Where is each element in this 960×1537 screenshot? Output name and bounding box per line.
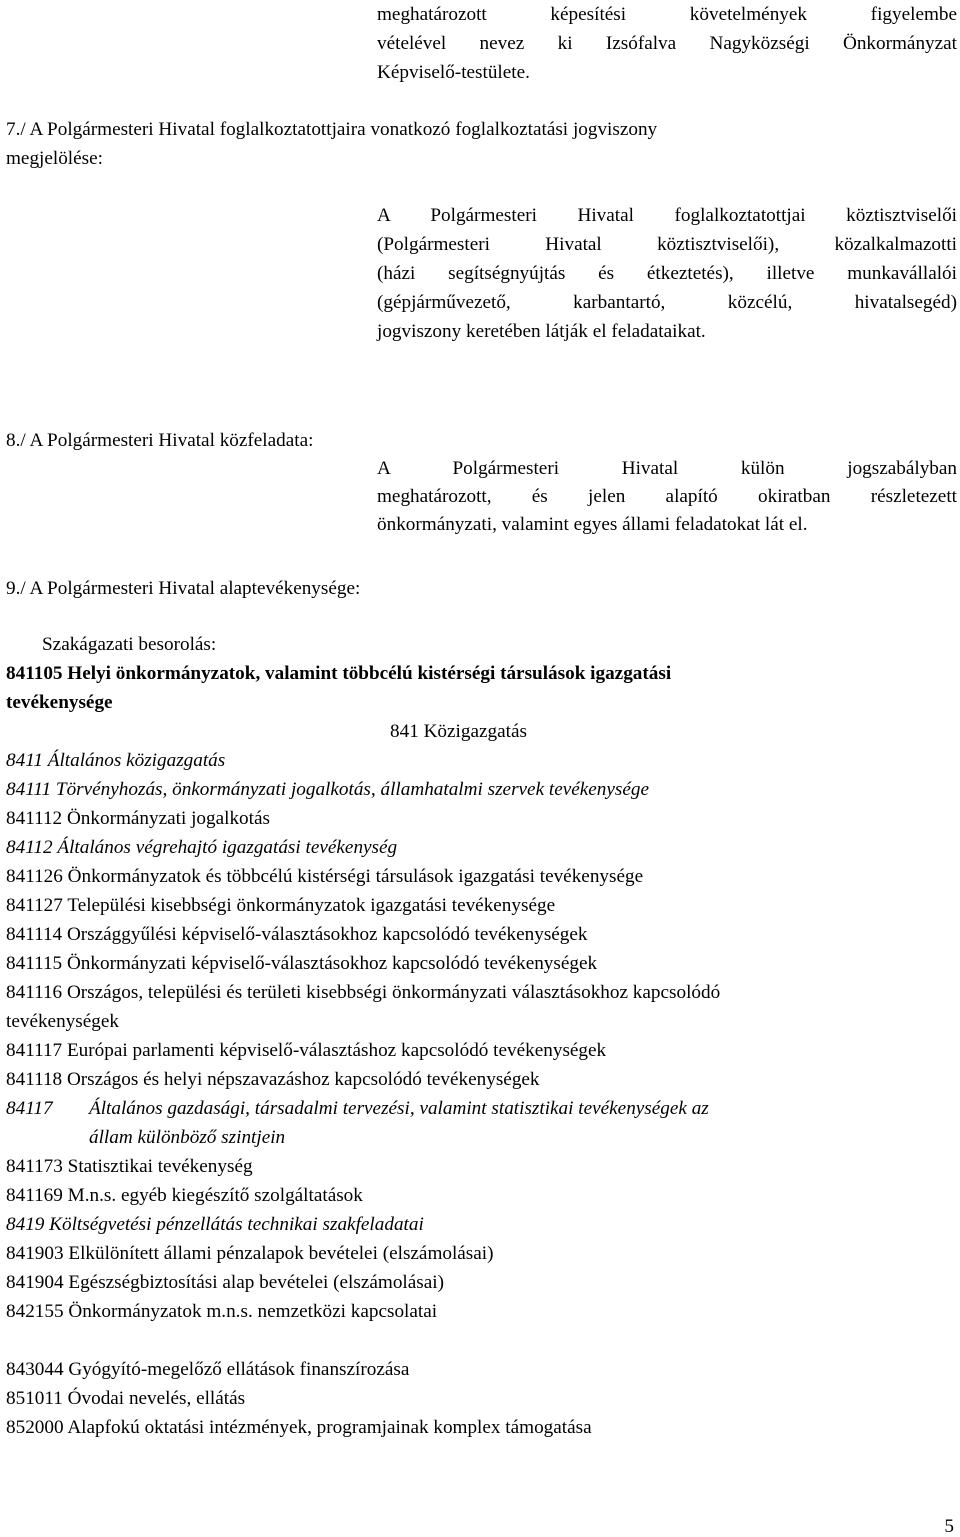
section-6-continuation bbox=[377, 0, 957, 87]
section-8-heading bbox=[6, 426, 956, 455]
main-activity-line: 841105 Helyi önkormányzatok, valamint többcélú kistérségi társulások igazgatási bbox=[6, 663, 672, 684]
main-activity bbox=[6, 659, 956, 717]
text-line: (Polgármesteri Hivatal köztisztviselői), közalkalmazotti bbox=[377, 234, 957, 255]
szakagazati-label: Szakágazati besorolás: bbox=[42, 634, 217, 655]
list-item: 841904 Egészségbiztosítási alap bevételei (elszámolásai) bbox=[6, 1272, 444, 1293]
spacer bbox=[6, 1326, 956, 1355]
heading-line: megjelölése: bbox=[6, 148, 103, 169]
list-item: 841117 Európai parlamenti képviselő-választáshoz kapcsolódó tevékenységek bbox=[6, 1040, 607, 1061]
list-item: 841126 Önkormányzatok és többcélú kistérségi társulások igazgatási tevékenysége bbox=[6, 866, 644, 887]
text-line: (házi segítségnyújtás és étkeztetés), illetve munkavállalói bbox=[377, 263, 957, 284]
heading-line: 7./ A Polgármesteri Hivatal foglalkoztatottjaira vonatkozó foglalkoztatási jogviszony bbox=[6, 119, 658, 140]
section-9-heading bbox=[6, 574, 956, 603]
list-item-continuation: tevékenységek bbox=[6, 1011, 119, 1032]
list-item: 841903 Elkülönített állami pénzalapok bevételei (elszámolásai) bbox=[6, 1243, 494, 1264]
list-item: 84112 Általános végrehajtó igazgatási tevékenység bbox=[6, 837, 398, 858]
list-item: 851011 Óvodai nevelés, ellátás bbox=[6, 1388, 246, 1409]
section-7-heading bbox=[6, 115, 956, 173]
list-item: 841169 M.n.s. egyéb kiegészítő szolgáltatások bbox=[6, 1185, 363, 1206]
activity-list bbox=[6, 746, 956, 1442]
section-8-body bbox=[377, 455, 957, 539]
text-line: jogviszony keretében látják el feladataikat. bbox=[377, 321, 706, 342]
heading-line: 9./ A Polgármesteri Hivatal alaptevékenysége: bbox=[6, 578, 361, 599]
list-item: 841173 Statisztikai tevékenység bbox=[6, 1156, 253, 1177]
page-number: 5 bbox=[944, 1516, 954, 1537]
text-line: A Polgármesteri Hivatal külön jogszabályban bbox=[377, 458, 957, 479]
list-item: 841115 Önkormányzati képviselő-választásokhoz kapcsolódó tevékenységek bbox=[6, 953, 598, 974]
heading-line: 8./ A Polgármesteri Hivatal közfeladata: bbox=[6, 430, 314, 451]
list-item: 84117 Általános gazdasági, társadalmi tervezési, valamint statisztikai tevékenységek az bbox=[6, 1098, 709, 1119]
list-item: 852000 Alapfokú oktatási intézmények, programjainak komplex támogatása bbox=[6, 1417, 592, 1438]
text-line: (gépjárművezető, karbantartó, közcélú, hivatalsegéd) bbox=[377, 292, 957, 313]
text-line: meghatározott, és jelen alapító okiratban részletezett bbox=[377, 486, 957, 507]
list-item-continuation: állam különböző szintjein bbox=[89, 1127, 286, 1148]
list-item: 8419 Költségvetési pénzellátás technikai szakfeladatai bbox=[6, 1214, 424, 1235]
list-item: 841112 Önkormányzati jogalkotás bbox=[6, 808, 270, 829]
text-line: vételével nevez ki Izsófalva Nagyközségi Önkormányzat bbox=[377, 33, 957, 54]
text-line: Képviselő-testülete. bbox=[377, 62, 530, 83]
list-item: 841118 Országos és helyi népszavazáshoz kapcsolódó tevékenységek bbox=[6, 1069, 540, 1090]
list-item: 8411 Általános közigazgatás bbox=[6, 750, 226, 771]
section-7-body bbox=[377, 201, 957, 346]
text-line: A Polgármesteri Hivatal foglalkoztatottjai köztisztviselői bbox=[377, 205, 957, 226]
list-item: 842155 Önkormányzatok m.n.s. nemzetközi kapcsolatai bbox=[6, 1301, 438, 1322]
text-line: önkormányzati, valamint egyes állami feladatokat lát el. bbox=[377, 514, 808, 535]
list-item: 841127 Települési kisebbségi önkormányzatok igazgatási tevékenysége bbox=[6, 895, 556, 916]
kozigazgatas-heading: 841 Közigazgatás bbox=[390, 721, 527, 742]
list-item: 84111 Törvényhozás, önkormányzati jogalkotás, államhatalmi szervek tevékenysége bbox=[6, 779, 650, 800]
list-item: 843044 Gyógyító-megelőző ellátások finanszírozása bbox=[6, 1359, 410, 1380]
main-activity-line: tevékenysége bbox=[6, 692, 113, 713]
list-item: 841114 Országgyűlési képviselő-választásokhoz kapcsolódó tevékenységek bbox=[6, 924, 588, 945]
text-line: meghatározott képesítési követelmények figyelembe bbox=[377, 4, 957, 25]
list-item: 841116 Országos, települési és területi kisebbségi önkormányzati választásokhoz kapcsolódó bbox=[6, 982, 721, 1003]
